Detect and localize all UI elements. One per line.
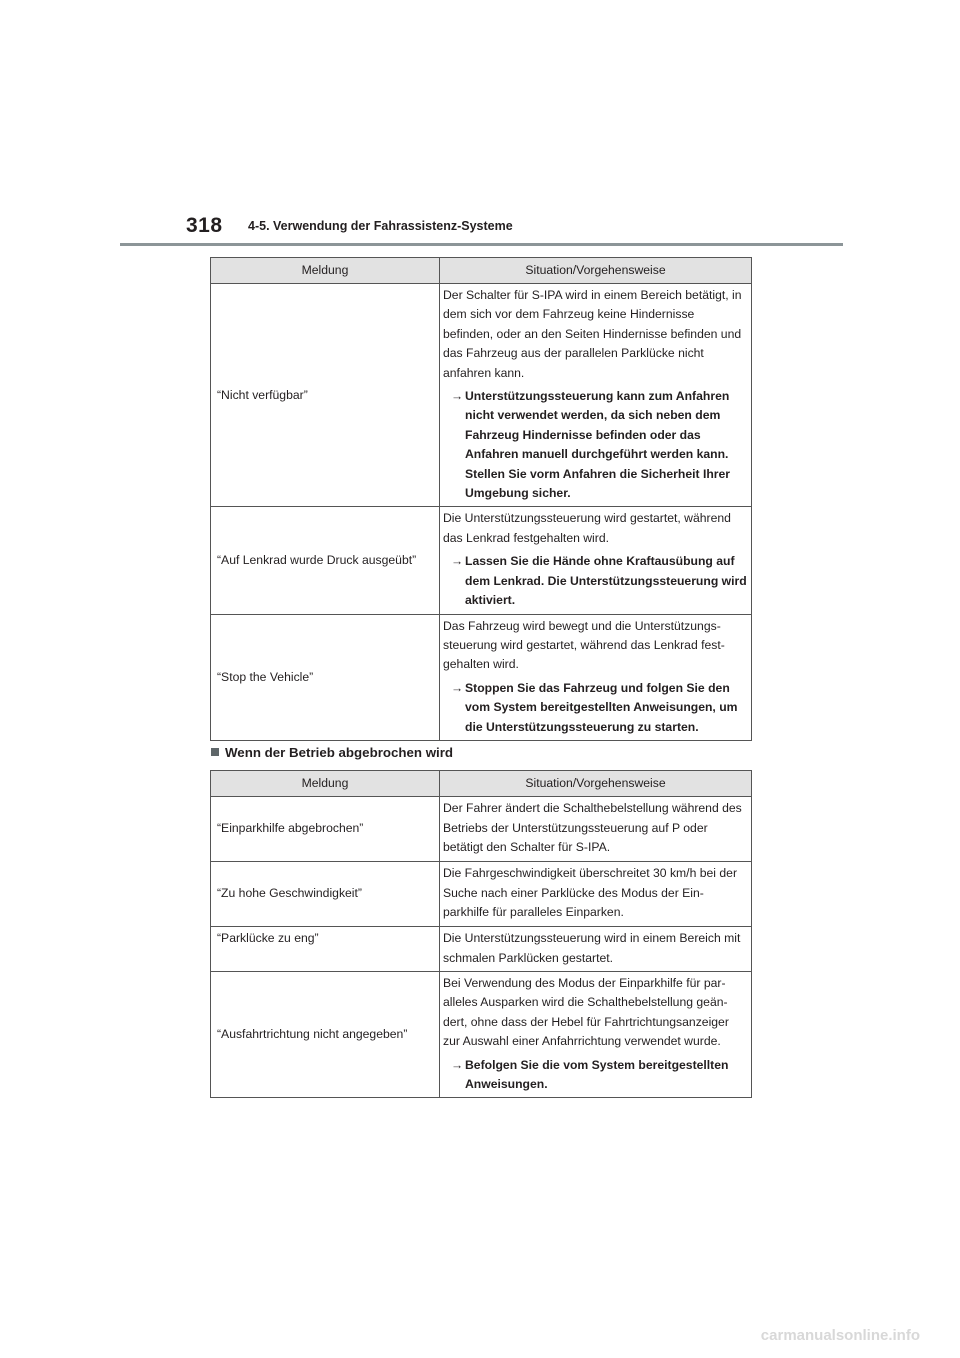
- situation-cell: [440, 284, 752, 507]
- situation-cell: Die Fahrgeschwindigkeit überschreitet 30 km/h bei der Suche nach einer Parklücke des Modus der Ein-parkhilfe für paralleles Einparken.: [440, 862, 752, 927]
- action-text: Stoppen Sie das Fahrzeug und folgen Sie den vom System bereitgestellten Anweisungen, um die Unterstützungssteuerung zu starten.: [465, 680, 738, 734]
- table-row: [211, 507, 752, 614]
- watermark: carmanualsonline.info: [760, 1327, 920, 1344]
- table-row: [211, 927, 752, 972]
- action-item: [443, 679, 747, 737]
- column-header-message: Meldung: [211, 258, 440, 284]
- situation-text: Das Fahrzeug wird bewegt und die Unterstützungs-steuerung wird gestartet, während das Lenkrad fest-gehalten wird.: [443, 618, 725, 672]
- situation-cell: [440, 614, 752, 740]
- action-text: Lassen Sie die Hände ohne Kraftausübung auf dem Lenkrad. Die Unterstützungssteuerung wird aktiviert.: [465, 554, 747, 608]
- action-item: [443, 552, 747, 610]
- page-number: 318: [186, 214, 223, 237]
- table-row: [211, 614, 752, 740]
- column-header-situation: Situation/Vorgehensweise: [440, 258, 752, 284]
- situation-text: Der Schalter für S-IPA wird in einem Bereich betätigt, in dem sich vor dem Fahrzeug keine Hindernisse befinden, oder an den Seiten Hindernisse befinden und das Fahrzeug aus der parallelen Parklücke nicht anfahren kann.: [443, 288, 742, 380]
- right-arrow-icon: →: [451, 1057, 464, 1072]
- action-item: [443, 387, 747, 503]
- message-cell: “Einparkhilfe abgebrochen”: [211, 797, 440, 862]
- situation-cell: Der Fahrer ändert die Schalthebelstellung während des Betriebs der Unterstützungssteuerung auf P oder betätigt den Schalter für S-IPA.: [440, 797, 752, 862]
- header-divider: [120, 243, 843, 246]
- table-header-row: [211, 258, 752, 284]
- message-cell: “Parklücke zu eng”: [211, 927, 440, 972]
- square-bullet-icon: [211, 748, 219, 756]
- column-header-message: Meldung: [211, 771, 440, 797]
- table-row: [211, 862, 752, 927]
- situation-text: Die Unterstützungssteuerung wird gestartet, während das Lenkrad festgehalten wird.: [443, 511, 731, 545]
- situation-cell: [440, 507, 752, 614]
- right-arrow-icon: →: [451, 680, 464, 695]
- situation-cell: [440, 972, 752, 1098]
- section-title: 4-5. Verwendung der Fahrassistenz-Systeme: [248, 219, 513, 233]
- message-cell: “Zu hohe Geschwindigkeit”: [211, 862, 440, 927]
- messages-table-2: [210, 770, 752, 1098]
- situation-text: Bei Verwendung des Modus der Einparkhilfe für par-alleles Ausparken wird die Schalthebelstellung geän-dert, ohne dass der Hebel für Fahrtrichtungsanzeiger zur Auswahl einer Anfahrrichtung verwendet wurde.: [443, 976, 729, 1049]
- messages-table-1: [210, 257, 752, 741]
- table-row: [211, 972, 752, 1098]
- message-cell: “Ausfahrtrichtung nicht angegeben”: [211, 972, 440, 1098]
- subheading: [211, 745, 453, 760]
- column-header-situation: Situation/Vorgehensweise: [440, 771, 752, 797]
- right-arrow-icon: →: [451, 554, 464, 569]
- situation-cell: Die Unterstützungssteuerung wird in einem Bereich mit schmalen Parklücken gestartet.: [440, 927, 752, 972]
- table-header-row: [211, 771, 752, 797]
- table-row: [211, 284, 752, 507]
- table-row: [211, 797, 752, 862]
- right-arrow-icon: →: [451, 389, 464, 404]
- message-cell: “Nicht verfügbar”: [211, 284, 440, 507]
- action-text: Unterstützungssteuerung kann zum Anfahren nicht verwendet werden, da sich neben dem Fahrzeug Hindernisse befinden oder das Anfahren manuell durchgeführt werden kann. Stellen Sie vorm Anfahren die Sicherheit Ihrer Umgebung sicher.: [465, 389, 731, 501]
- action-item: [443, 1056, 747, 1095]
- message-cell: “Auf Lenkrad wurde Druck ausgeübt”: [211, 507, 440, 614]
- action-text: Befolgen Sie die vom System bereitgestellten Anweisungen.: [465, 1057, 729, 1092]
- message-cell: “Stop the Vehicle”: [211, 614, 440, 740]
- subheading-text: Wenn der Betrieb abgebrochen wird: [225, 745, 454, 760]
